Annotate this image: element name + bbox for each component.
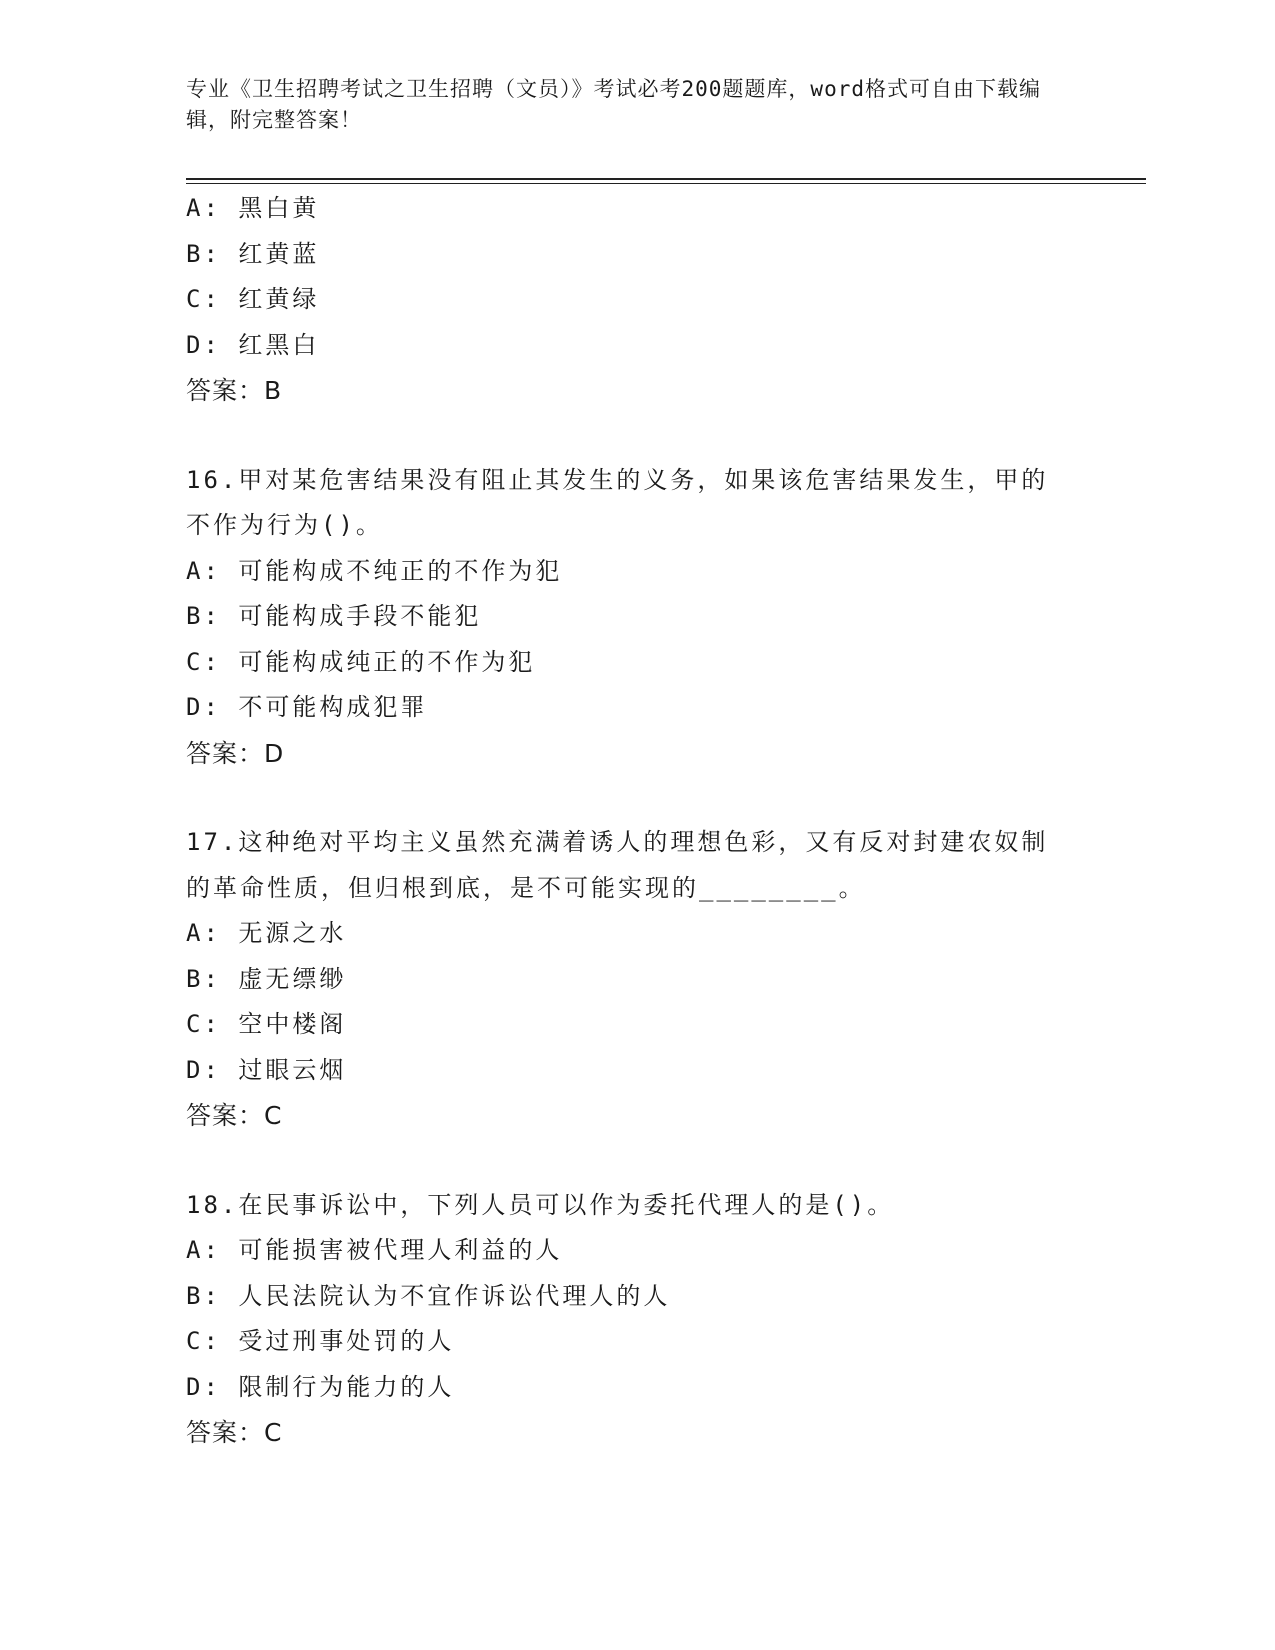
question-stem: 16.甲对某危害结果没有阻止其发生的义务，如果该危害结果发生，甲的不作为行为()。 [186, 465, 1049, 539]
question-block-17 [186, 820, 1086, 1139]
option-d: D: 限制行为能力的人 [186, 1372, 455, 1401]
option-b: B: 虚无缥缈 [186, 964, 347, 993]
option-b: B: 红黄蓝 [186, 239, 320, 268]
option-c: C: 受过刑事处罚的人 [186, 1327, 455, 1355]
option-b: B: 人民法院认为不宜作诉讼代理人的人 [186, 1281, 671, 1310]
option-b: B: 可能构成手段不能犯 [186, 602, 482, 630]
option-c: C: 可能构成纯正的不作为犯 [186, 647, 536, 676]
option-d: D: 不可能构成犯罪 [186, 693, 428, 721]
option-d: D: 红黑白 [186, 330, 320, 359]
option-a: A: 可能损害被代理人利益的人 [186, 1236, 563, 1264]
document-header: 专业《卫生招聘考试之卫生招聘（文员）》考试必考200题题库，word格式可自由下载编辑，附完整答案！ [186, 77, 1041, 132]
header-rule-thin [186, 183, 1146, 184]
answer-line: 答案：D [186, 738, 285, 768]
question-block-15 [186, 186, 1086, 414]
spacer [186, 414, 1086, 458]
question-list [186, 186, 1086, 1456]
question-stem: 17.这种绝对平均主义虽然充满着诱人的理想色彩，又有反对封建农奴制的革命性质，但归根到底，是不可能实现的________。 [186, 828, 1049, 902]
option-a: A: 可能构成不纯正的不作为犯 [186, 556, 563, 585]
answer-line: 答案：B [186, 376, 283, 405]
answer-line: 答案：C [186, 1101, 283, 1130]
option-c: C: 空中楼阁 [186, 1010, 347, 1038]
spacer [186, 776, 1086, 820]
question-block-18 [186, 1183, 1086, 1456]
option-c: C: 红黄绿 [186, 285, 320, 313]
option-a: A: 黑白黄 [186, 194, 320, 222]
answer-line: 答案：C [186, 1418, 283, 1447]
question-stem: 18.在民事诉讼中，下列人员可以作为委托代理人的是()。 [186, 1190, 895, 1219]
question-block-16 [186, 458, 1086, 777]
option-a: A: 无源之水 [186, 919, 347, 947]
option-d: D: 过眼云烟 [186, 1055, 347, 1084]
header-rule-thick [186, 178, 1146, 180]
spacer [186, 1139, 1086, 1183]
